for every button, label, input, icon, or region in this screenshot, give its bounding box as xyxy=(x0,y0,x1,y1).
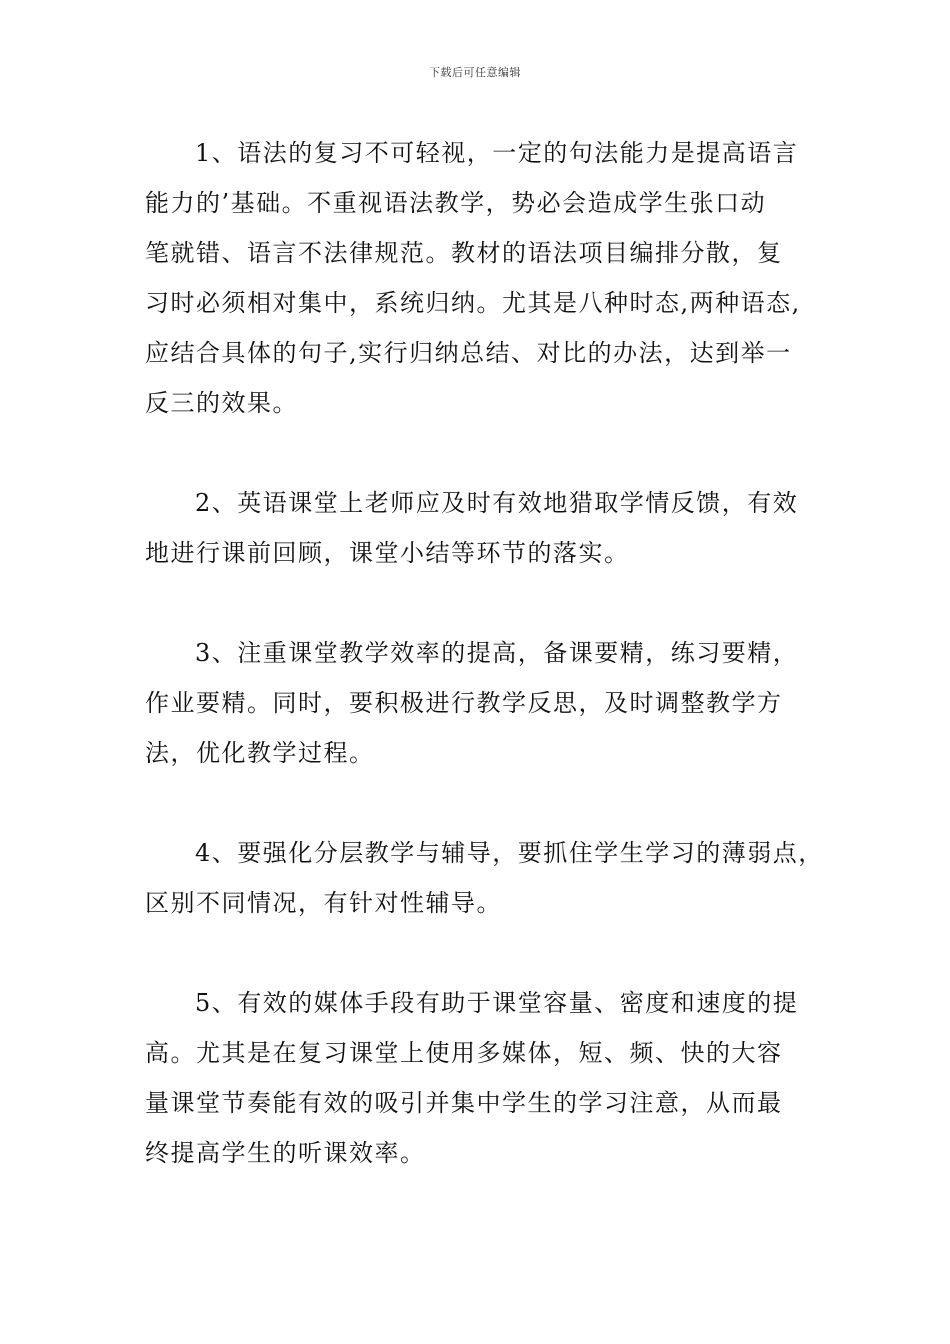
paragraph-1 xyxy=(145,128,813,428)
document-body xyxy=(145,128,824,1228)
paragraph-line: 5、有效的媒体手段有助于课堂容量、密度和速度的提 xyxy=(195,989,799,1017)
paragraph-line: 1、语法的复习不可轻视，一定的句法能力是提高语言 xyxy=(195,139,799,167)
paragraph-line: 作业要精。同时，要积极进行教学反思，及时调整教学方 xyxy=(145,689,783,717)
paragraph-line: 4、要强化分层教学与辅导，要抓住学生学习的薄弱点， xyxy=(195,839,824,867)
paragraph-line: 终提高学生的听课效率。 xyxy=(145,1139,426,1167)
paragraph-4 xyxy=(145,828,824,928)
paragraph-3 xyxy=(145,628,813,778)
paragraph-line: 反三的效果。 xyxy=(145,389,298,417)
paragraph-line: 地进行课前回顾，课堂小结等环节的落实。 xyxy=(145,539,630,567)
paragraph-2 xyxy=(145,478,813,578)
paragraph-line: 应结合具体的句子,实行归纳总结、对比的办法，达到举一 xyxy=(145,339,792,367)
paragraph-line: 笔就错、语言不法律规范。教材的语法项目编排分散，复 xyxy=(145,239,783,267)
paragraph-line: 能力的’基础。不重视语法教学，势必会造成学生张口动 xyxy=(145,189,767,217)
paragraph-line: 区别不同情况，有针对性辅导。 xyxy=(145,889,502,917)
paragraph-line: 高。尤其是在复习课堂上使用多媒体，短、频、快的大容 xyxy=(145,1039,783,1067)
paragraph-line: 2、英语课堂上老师应及时有效地猎取学情反馈，有效 xyxy=(195,489,799,517)
paragraph-line: 法，优化教学过程。 xyxy=(145,739,375,767)
paragraph-line: 3、注重课堂教学效率的提高，备课要精，练习要精， xyxy=(195,639,799,667)
header-note: 下载后可任意编辑 xyxy=(429,66,521,79)
paragraph-line: 习时必须相对集中，系统归纳。尤其是八种时态,两种语态, xyxy=(145,289,801,317)
paragraph-5 xyxy=(145,978,813,1178)
paragraph-line: 量课堂节奏能有效的吸引并集中学生的学习注意，从而最 xyxy=(145,1089,783,1117)
